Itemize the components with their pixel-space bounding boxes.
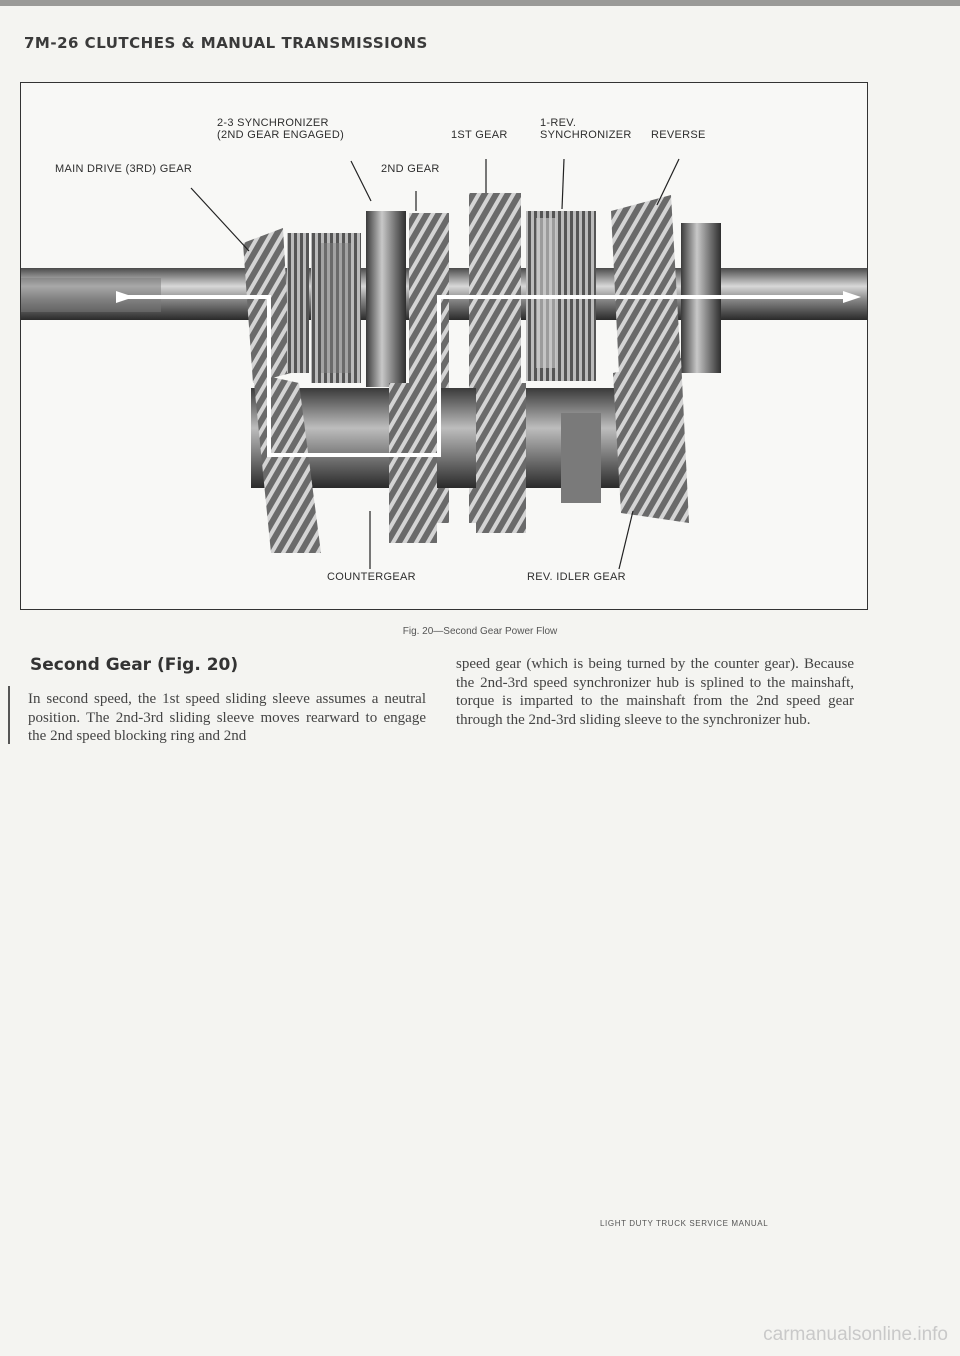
body-text-left: In second speed, the 1st speed sliding sleeve assumes a neutral position. The 2nd-3rd sliding sleeve moves rearward to engage the 2nd speed blocking ring and 2nd [28,691,426,745]
body-text-right: speed gear (which is being turned by the counter gear). Because the 2nd-3rd speed synchronizer hub is splined to the mainshaft, torque is imparted to the mainshaft from the 2nd speed gear through the 2nd-3rd sliding sleeve to the synchronizer hub. [456,656,854,728]
second-gear [366,211,406,387]
revision-bar [8,686,10,744]
callout-synchro-23: 2-3 SYNCHRONIZER (2ND GEAR ENGAGED) [217,117,345,141]
watermark: carmanualsonline.info [763,1324,948,1345]
callout-countergear: COUNTERGEAR [327,571,416,583]
rev-idler-gear [613,358,689,523]
callout-first-gear: 1ST GEAR [451,129,508,141]
section-heading: Second Gear (Fig. 20) [30,655,239,675]
callout-main-drive: MAIN DRIVE (3RD) GEAR [55,163,193,175]
figure-frame [20,82,868,610]
page-header: 7M-26 CLUTCHES & MANUAL TRANSMISSIONS [24,34,428,52]
reverse-gear [611,195,681,373]
callout-synchro-1rev: 1-REV. SYNCHRONIZER [540,117,632,141]
transmission-illustration [21,83,867,609]
figure-caption: Fig. 20—Second Gear Power Flow [402,626,558,637]
callout-rev-idler: REV. IDLER GEAR [527,571,626,583]
footer: LIGHT DUTY TRUCK SERVICE MANUAL [600,1219,769,1228]
callout-second-gear: 2ND GEAR [381,163,440,175]
callout-reverse: REVERSE [651,129,706,141]
top-rule [0,0,960,6]
